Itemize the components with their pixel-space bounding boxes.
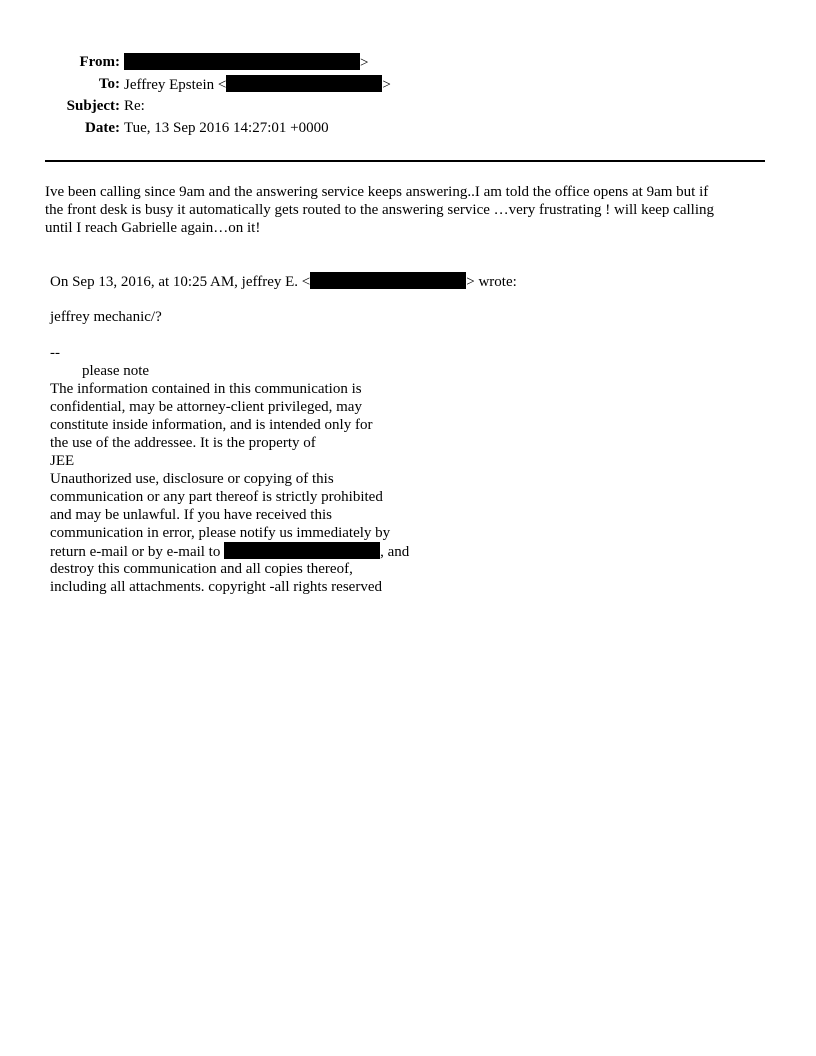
disclaimer-line: destroy this communication and all copies thereof, — [50, 561, 353, 577]
redaction-bar — [224, 542, 380, 559]
date-row — [0, 119, 816, 141]
disclaimer-line: JEE — [50, 453, 75, 469]
redaction-bar — [226, 75, 382, 92]
email-header — [0, 53, 816, 141]
please-note: please note — [82, 363, 150, 379]
disclaimer-line: communication in error, please notify us immediately by — [50, 525, 391, 541]
quoted-message — [50, 272, 650, 596]
to-row — [0, 75, 816, 97]
quoted-message-text: jeffrey mechanic/? — [50, 309, 162, 325]
disclaimer-line: communication or any part thereof is strictly prohibited — [50, 489, 383, 505]
subject-label: Subject: — [66, 98, 120, 114]
body-line: until I reach Gabrielle again…on it! — [45, 220, 261, 236]
from-row — [0, 53, 816, 75]
email-line-prefix: return e-mail or by e-mail to — [50, 544, 225, 560]
header-divider — [45, 160, 765, 162]
message-body — [45, 183, 767, 237]
date-value: Tue, 13 Sep 2016 14:27:01 +0000 — [124, 120, 329, 136]
from-value — [124, 53, 368, 72]
from-suffix: > — [360, 55, 369, 71]
redaction-bar — [310, 272, 466, 289]
email-line-suffix: , and — [380, 544, 410, 560]
to-suffix: > — [382, 77, 391, 93]
disclaimer-email-line — [50, 542, 650, 560]
disclaimer-line: The information contained in this communication is — [50, 381, 362, 397]
quoted-intro-prefix: On Sep 13, 2016, at 10:25 AM, jeffrey E. < — [50, 274, 311, 290]
disclaimer-line: Unauthorized use, disclosure or copying of this — [50, 471, 334, 487]
from-label: From: — [79, 54, 120, 70]
disclaimer-line: and may be unlawful. If you have received this — [50, 507, 332, 523]
to-value — [124, 75, 391, 94]
subject-value: Re: — [124, 98, 145, 114]
to-label: To: — [98, 76, 120, 92]
disclaimer-line: including all attachments. copyright -all rights reserved — [50, 579, 382, 595]
disclaimer-line: constitute inside information, and is intended only for — [50, 417, 373, 433]
disclaimer-line: confidential, may be attorney-client privileged, may — [50, 399, 362, 415]
to-name: Jeffrey Epstein < — [124, 77, 227, 93]
disclaimer-line: the use of the addressee. It is the property of — [50, 435, 316, 451]
redaction-bar — [124, 53, 360, 70]
quoted-intro — [50, 272, 650, 290]
quoted-intro-suffix: > wrote: — [466, 274, 517, 290]
signature-dashes: -- — [50, 345, 60, 361]
subject-row — [0, 97, 816, 119]
date-label: Date: — [85, 120, 120, 136]
body-line: Ive been calling since 9am and the answering service keeps answering..I am told the office opens at 9am but if — [45, 184, 709, 200]
body-line: the front desk is busy it automatically gets routed to the answering service …very frustrating ! will keep calling — [45, 202, 714, 218]
